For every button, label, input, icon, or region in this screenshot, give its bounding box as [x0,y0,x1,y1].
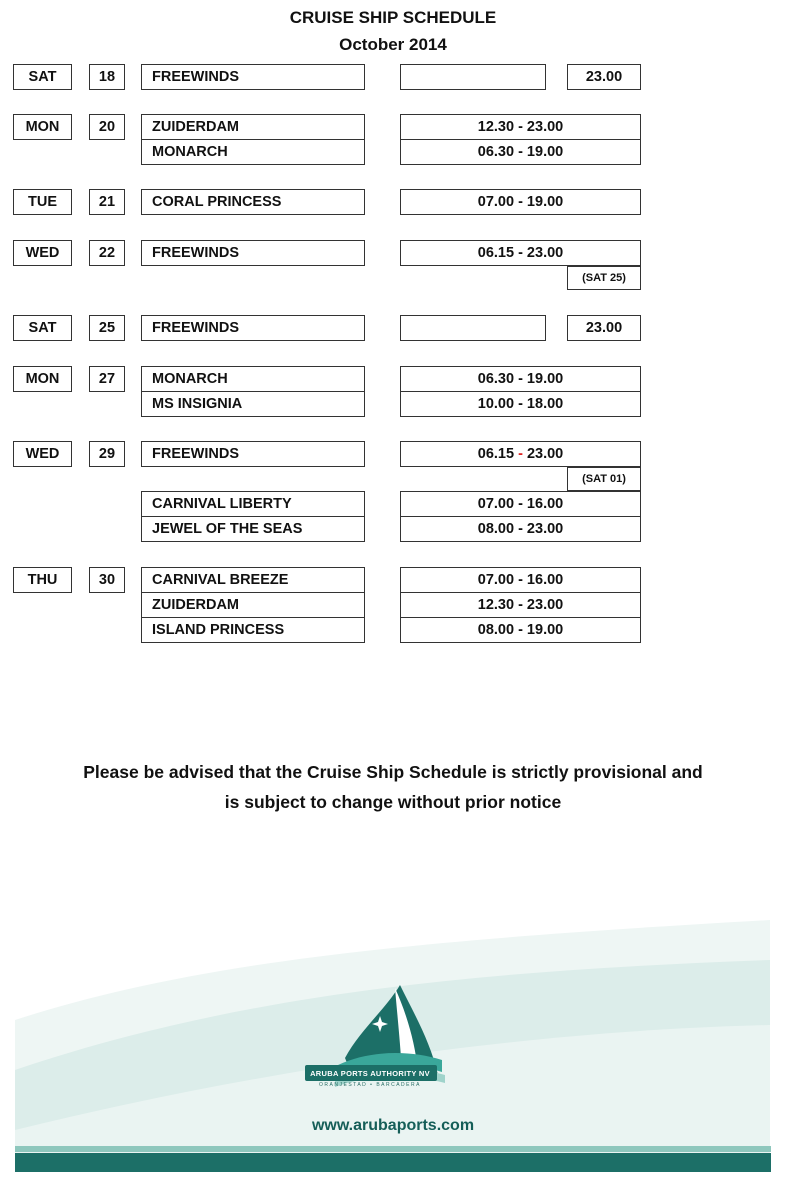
time-cell [400,64,546,90]
date-cell: 20 [89,114,125,140]
notice-line-1: Please be advised that the Cruise Ship Schedule is strictly provisional and [83,762,703,782]
ship-cell: CORAL PRINCESS [141,189,365,215]
time-separator: - [518,446,523,462]
day-cell: MON [13,366,72,392]
time-cell: 08.00 - 19.00 [400,617,641,643]
ship-cell: MONARCH [141,139,365,165]
company-name: ARUBA PORTS AUTHORITY NV [310,1069,430,1078]
day-cell: MON [13,114,72,140]
company-locations: ORANJESTAD • BARCADERA [319,1082,421,1088]
day-cell: WED [13,441,72,467]
ship-cell: FREEWINDS [141,240,365,266]
time-start: 06.15 [477,446,515,462]
footer-band [15,1153,771,1172]
website-url[interactable]: www.arubaports.com [311,1117,475,1134]
page-subtitle: October 2014 [339,35,447,54]
time-cell: 06.15 - 23.00 [400,240,641,266]
day-cell: TUE [13,189,72,215]
date-cell: 18 [89,64,125,90]
day-cell: SAT [13,315,72,341]
notice-line-2: is subject to change without prior notice [224,792,562,812]
note-cell: (SAT 25) [567,266,641,290]
time-cell: 06.30 - 19.00 [400,366,641,392]
date-cell: 29 [89,441,125,467]
time-cell: 12.30 - 23.00 [400,114,641,140]
ship-cell: JEWEL OF THE SEAS [141,516,365,542]
time-cell: 06.30 - 19.00 [400,139,641,165]
departure-cell: 23.00 [567,64,641,90]
time-cell: 10.00 - 18.00 [400,391,641,417]
departure-cell: 23.00 [567,315,641,341]
date-cell: 27 [89,366,125,392]
time-cell: 07.00 - 16.00 [400,567,641,593]
date-cell: 30 [89,567,125,593]
time-end: 23.00 [526,446,564,462]
ship-cell: ZUIDERDAM [141,592,365,618]
time-cell [400,441,641,467]
time-cell: 07.00 - 19.00 [400,189,641,215]
ship-cell: FREEWINDS [141,315,365,341]
ship-cell: FREEWINDS [141,441,365,467]
date-cell: 25 [89,315,125,341]
ship-cell: MS INSIGNIA [141,391,365,417]
time-cell: 07.00 - 16.00 [400,491,641,517]
ship-cell: ZUIDERDAM [141,114,365,140]
note-cell: (SAT 01) [567,467,641,491]
ship-cell: CARNIVAL BREEZE [141,567,365,593]
time-cell [400,315,546,341]
day-cell: WED [13,240,72,266]
ship-cell: FREEWINDS [141,64,365,90]
ship-cell: CARNIVAL LIBERTY [141,491,365,517]
time-cell: 12.30 - 23.00 [400,592,641,618]
ship-cell: MONARCH [141,366,365,392]
day-cell: SAT [13,64,72,90]
footer-band-light [15,1146,771,1152]
date-cell: 22 [89,240,125,266]
time-cell: 08.00 - 23.00 [400,516,641,542]
date-cell: 21 [89,189,125,215]
day-cell: THU [13,567,72,593]
page-title: CRUISE SHIP SCHEDULE [289,8,497,27]
footer-wave-graphic [0,900,800,1182]
ship-cell: ISLAND PRINCESS [141,617,365,643]
